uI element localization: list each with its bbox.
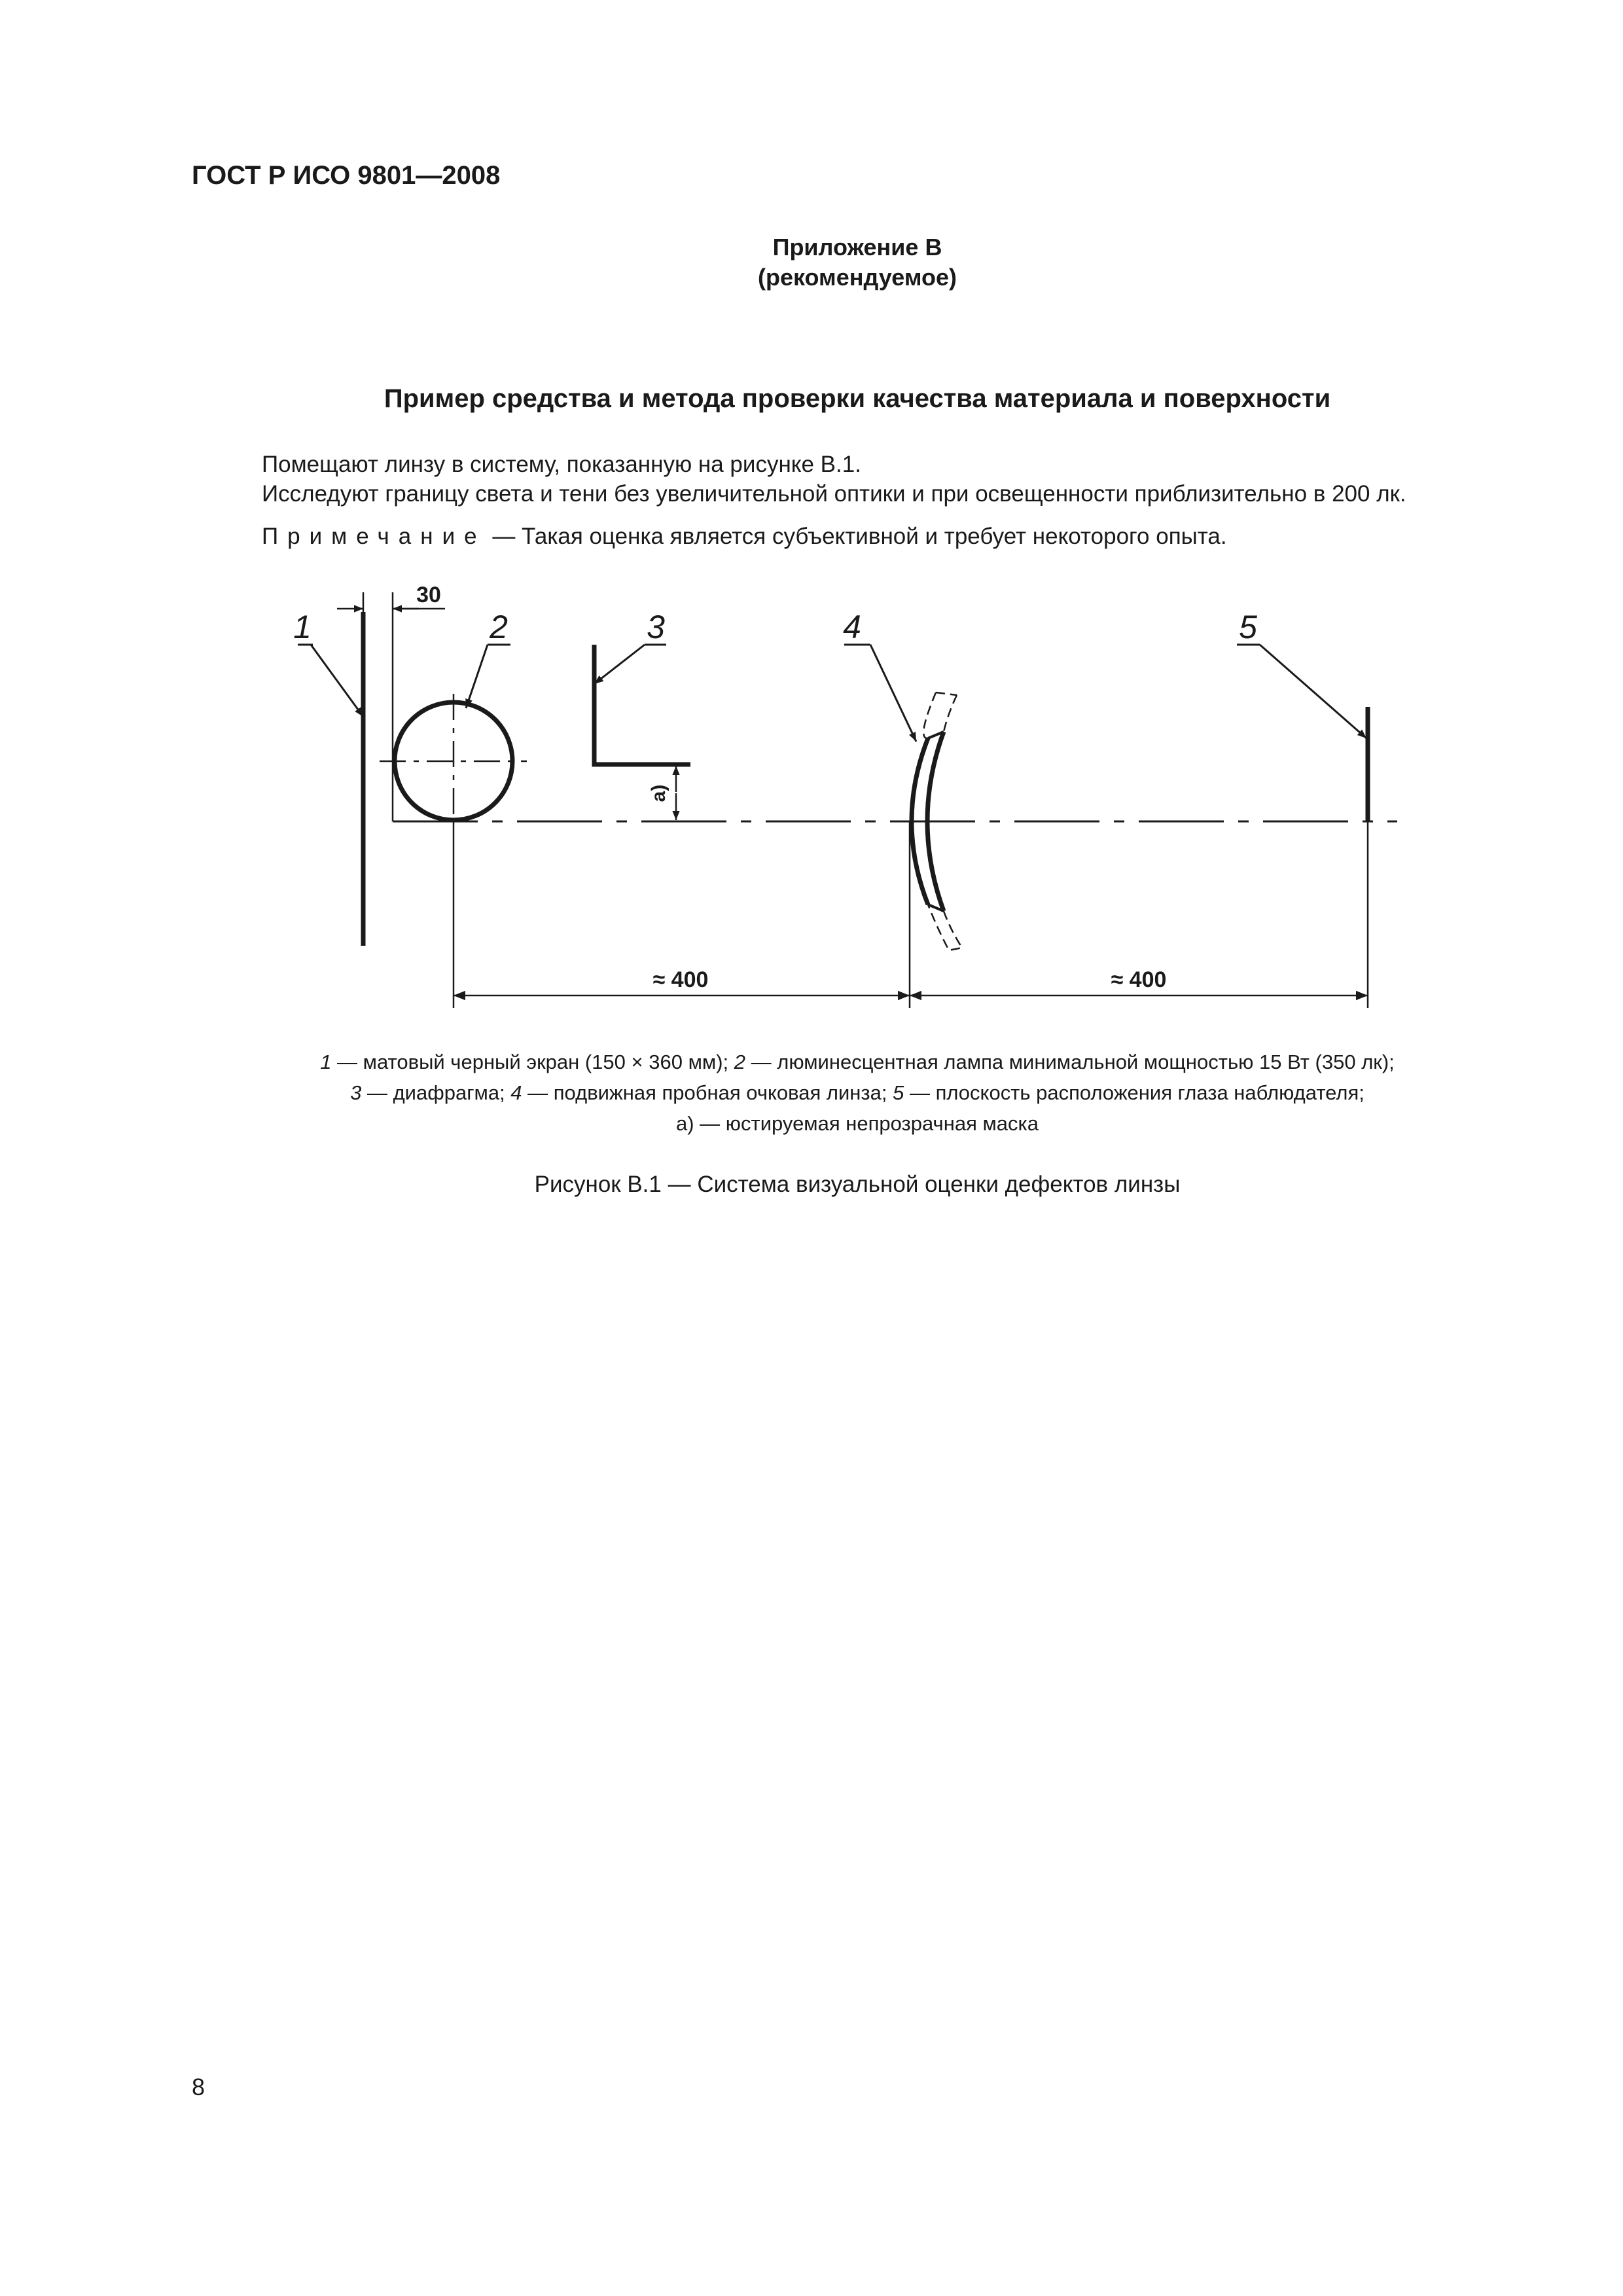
legend-text-6: а) — юстируемая непрозрачная маска (675, 1112, 1039, 1135)
document-code: ГОСТ Р ИСО 9801—2008 (192, 161, 501, 190)
legend-num-4: 4 (510, 1081, 522, 1104)
label-5: 5 (1239, 609, 1257, 645)
lens-4-tilt-ghost-back (944, 695, 957, 732)
page-number: 8 (192, 2073, 205, 2100)
diaphragm-3 (594, 645, 690, 764)
label-4: 4 (843, 609, 861, 645)
leader-5 (1260, 645, 1366, 738)
legend-num-1: 1 (320, 1050, 332, 1073)
leader-4 (870, 645, 916, 742)
annex-type: (рекомендуемое) (758, 264, 957, 291)
legend-line-1 (0, 1050, 1623, 1074)
note-text: — Такая оценка является субъективной и требует некоторого опыта. (486, 524, 1227, 549)
legend-num-5: 5 (893, 1081, 904, 1104)
dim-400-left-text: ≈ 400 (652, 967, 709, 992)
legend-text-4: — подвижная пробная очковая линза; (522, 1081, 893, 1104)
dim-400-right-text: ≈ 400 (1111, 967, 1167, 992)
label-1: 1 (293, 609, 312, 645)
legend-line-2 (0, 1081, 1623, 1105)
lens-4-tilt-ghost-top (936, 692, 957, 695)
lens-4-tilt-ghost-front (923, 692, 936, 738)
body-paragraph-2: Исследуют границу света и тени без увеличительной оптики и при освещенности приблизительно в 200 лк. (262, 481, 1406, 507)
annex-title: Приложение В (772, 234, 942, 260)
legend-text-5: — плоскость расположения глаза наблюдателя; (904, 1081, 1364, 1104)
leader-1 (311, 645, 363, 717)
body-paragraph-1: Помещают линзу в систему, показанную на рисунке В.1. (262, 452, 861, 477)
legend-line-3 (0, 1112, 1623, 1136)
legend-text-2: — люминесцентная лампа минимальной мощностью 15 Вт (350 лк); (745, 1050, 1395, 1073)
dim-a-text: a) (648, 784, 669, 802)
lens-inspection-diagram (0, 576, 1440, 1034)
figure-caption: Рисунок В.1 — Система визуальной оценки дефектов линзы (534, 1172, 1181, 1197)
legend-text-3: — диафрагма; (361, 1081, 511, 1104)
legend-text-1: — матовый черный экран (150 × 360 мм); (331, 1050, 734, 1073)
legend-num-2: 2 (734, 1050, 745, 1073)
leader-2 (466, 645, 488, 708)
leader-3 (594, 645, 645, 684)
label-2: 2 (490, 609, 508, 645)
label-3: 3 (647, 609, 665, 645)
dim-30-text: 30 (416, 583, 441, 607)
legend-num-3: 3 (350, 1081, 362, 1104)
lens-4-tilt-ghost-bottom (928, 905, 962, 950)
note-label: Примечание (262, 524, 486, 549)
note-paragraph (262, 524, 1227, 550)
section-title: Пример средства и метода проверки качества материала и поверхности (383, 384, 1331, 413)
